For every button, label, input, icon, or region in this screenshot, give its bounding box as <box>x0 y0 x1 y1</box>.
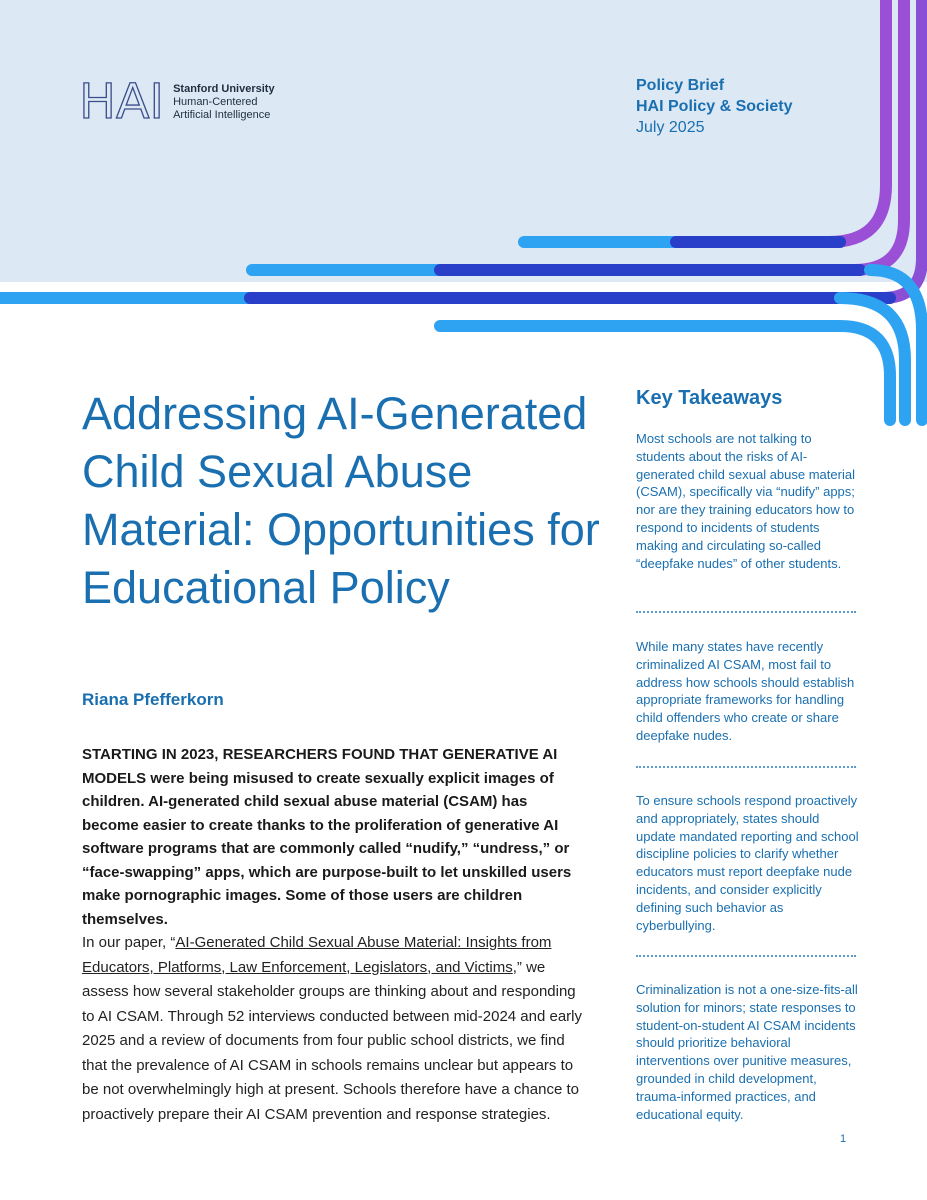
lead-paragraph: STARTING IN 2023, RESEARCHERS FOUND THAT GENERATIVE AI MODELS were being misused to create sexually explicit images of children. AI-generated child sexual abuse material (CSAM) has become easier to create thanks to the proliferation of generative AI software programs that are commonly called “nudify,” “undress,” or “face-swapping” apps, which are purpose-built to let unskilled users make pornographic images. Some of those users are children themselves. <box>82 746 572 928</box>
divider <box>636 955 856 957</box>
brief-date: July 2025 <box>636 119 705 136</box>
hai-logo <box>79 74 275 130</box>
hai-logo-mark: HAI <box>79 74 164 130</box>
key-takeaways-heading: Key Takeaways <box>636 387 783 409</box>
divider <box>636 611 856 613</box>
brief-info <box>636 75 793 138</box>
header-band <box>0 0 927 282</box>
takeaway-item: While many states have recently criminalized AI CSAM, most fail to address how schools should establish appropriate frameworks for handling child offenders who create or share deepfake nudes. <box>636 639 855 743</box>
brief-type: Policy Brief <box>636 77 725 94</box>
curve-down-3 <box>870 270 922 420</box>
body-paragraph <box>82 931 582 1127</box>
body-text-after: ,” we assess how several stakeholder groups are thinking about and responding to AI CSAM. Through 52 interviews conducted between mid-2024 and early 2025 and a review of documents from four public school districts, we find that the prevalence of AI CSAM in schools remains unclear but appears to be not overwhelmingly high at present. Schools therefore have a chance to proactively prepare their AI CSAM prevention and response strategies. <box>82 958 583 1123</box>
logo-line-2: Human-Centered <box>173 95 258 108</box>
author: Riana Pfefferkorn <box>82 690 224 709</box>
brief-series: HAI Policy & Society <box>636 98 793 115</box>
logo-text <box>173 83 274 122</box>
page-title: Addressing AI-Generated Child Sexual Abuse Material: Opportunities for Educational Policy <box>82 388 600 613</box>
divider <box>636 766 856 768</box>
body-text-before: In our paper, “ <box>82 934 176 951</box>
logo-line-3: Artificial Intelligence <box>173 108 271 121</box>
takeaway-item: Most schools are not talking to students about the risks of AI-generated child sexual abuse material (CSAM), specifically via “nudify” apps; nor are they training educators how to respond to incidents of students making and circulating so-called “deepfake nudes” of other students. <box>636 431 855 571</box>
takeaway-item: Criminalization is not a one-size-fits-all solution for minors; state responses to student-on-student AI CSAM incidents should prioritize behavioral interventions over punitive measures, grounded in child development, trauma-informed practices, and educational equity. <box>636 982 858 1122</box>
logo-university: Stanford University <box>173 82 275 95</box>
paper-link[interactable]: AI-Generated Child Sexual Abuse Material: Insights from Educators, Platforms, Law Enforcement, Legislators, and Victims <box>82 934 552 976</box>
takeaway-item: To ensure schools respond proactively and appropriately, states should update mandated reporting and school discipline policies to clarify whether educators must report deepfake nude incidents, and consider explicitly defining such behavior as cyberbullying. <box>636 793 859 933</box>
curve-down-2 <box>840 298 905 420</box>
page-number: 1 <box>840 1133 847 1145</box>
